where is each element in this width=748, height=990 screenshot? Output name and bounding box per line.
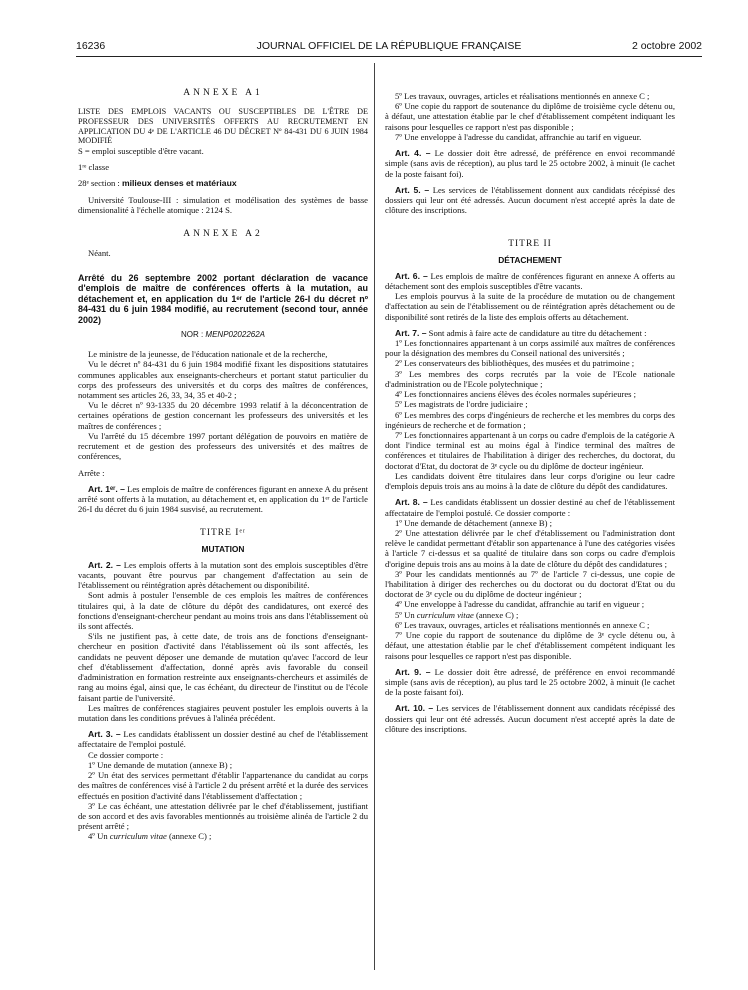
article-9-label: Art. 9. – xyxy=(395,666,431,677)
minister-line: Le ministre de la jeunesse, de l'éducation nationale et de la recherche, xyxy=(88,349,328,360)
visa-2: Vu le décret nº 93-1335 du 20 décembre 1993 relatif à la déconcentration de certaines opérations de gestion concernant les professeurs des universités et les maîtres de conférences ; xyxy=(78,400,368,431)
list-item: 7º Une copie du rapport de soutenance du diplôme de 3ᵉ cycle détenu ou, à défaut, une attestation établie par le chef d'établissement compétent indiquant les raisons pour lesquelles ce rapport n'est pas disponible. xyxy=(385,630,675,661)
article-7-text: Sont admis à faire acte de candidature au titre du détachement : xyxy=(426,327,647,338)
article-8-text: Les candidats établissent un dossier destiné au chef de l'établissement affectataire de l'emploi postulé. Ce dossier comporte : xyxy=(385,497,675,518)
nor-line xyxy=(78,330,368,340)
list-item: 3º Les membres des corps recrutés par la voie de l'Ecole nationale d'administration ou de l'Ecole polytechnique ; xyxy=(385,368,675,389)
classe-label: 1ʳᵉ classe xyxy=(78,162,110,173)
list-item: 3º Le cas échéant, une attestation délivrée par le chef d'établissement, justifiant de son accord et des avis favorables mentionnés au troisième alinéa de l'article 2 du présent arrêté ; xyxy=(78,800,368,832)
annexe-a1-heading: ANNEXE A1 xyxy=(183,88,263,98)
titre-1-heading: TITRE Iᵉʳ xyxy=(200,528,246,539)
list-item: 5º Les magistrats de l'ordre judiciaire ; xyxy=(395,399,528,410)
annexe-a1-intro: LISTE DES EMPLOIS VACANTS OU SUSCEPTIBLES DE L'ÊTRE DE PROFESSEUR DES UNIVERSITÉS OFFERTS AU RECRUTEMENT EN APPLICATION DU 4ᵉ DE L'ARTICLE 46 DU DÉCRET Nº 84-431 DU 6 JUIN 1984 MODIFIÉ xyxy=(78,107,368,146)
nor-prefix: NOR : xyxy=(180,329,206,339)
list-item-prefix: 4º Un xyxy=(88,831,110,842)
visa-3: Vu l'arrêté du 15 décembre 1997 portant délégation de pouvoirs en matière de recrutement et de gestion des professeurs des universités et des maîtres de conférences, xyxy=(78,430,368,462)
list-item: 2º Une attestation délivrée par le chef d'établissement ou l'administration dont relève le candidat permettant d'établir son appartenance à l'une des catégories visées à l'article 7 ci-dessus et sa qualité de titulaire dans son corps ou cadre d'emplois d'origine depuis trois ans au moins à la date de clôture du dépôt des candidatures ; xyxy=(385,527,675,569)
article-3 xyxy=(78,729,368,749)
list-item xyxy=(385,610,675,620)
visa-1: Vu le décret nº 84-431 du 6 juin 1984 modifié fixant les dispositions statutaires communes applicables aux enseignants-chercheurs et portant statut particulier du corps des professeurs des universités et du corps des maîtres de conférences, notamment ses articles 26, 33, 34, 35 et 40-2 ; xyxy=(78,359,368,401)
legend-text: S = emploi susceptible d'être vacant. xyxy=(78,145,204,156)
article-2 xyxy=(78,560,368,591)
article-5-label: Art. 5. – xyxy=(395,184,430,195)
paragraph-sils: S'ils ne justifient pas, à cette date, de trois ans de fonctions d'enseignant-chercheur en position d'activité dans l'établissement où ils sont affectés, les candidats ne peuvent déposer une demande de mutation qu'avec l'accord de leur chef d'établissement d'affectation, donné après avis favorable du conseil d'administration en formation restreinte aux enseignants-chercheurs et assimilés de rang au moins égal, ainsi que, le cas échéant, du directeur de l'institut ou de l'école faisant partie de l'université. xyxy=(78,631,368,703)
article-10-label: Art. 10. – xyxy=(395,703,434,714)
list-item: 1º Une demande de détachement (annexe B) ; xyxy=(395,517,553,528)
annexe-a2-heading: ANNEXE A2 xyxy=(183,229,263,240)
page-header xyxy=(76,40,702,56)
article-2-label: Art. 2. – xyxy=(88,559,121,570)
list-item: 1º Une demande de mutation (annexe B) ; xyxy=(88,759,233,770)
paragraph-pourvus: Les emplois pourvus à la suite de la procédure de mutation ou de changement d'affectation au sein de l'établissement ou de réintégration après détachement ou de disponibilité sont retirés de la liste des emplois offerts au détachement. xyxy=(385,291,675,322)
article-8-label: Art. 8. – xyxy=(395,497,428,508)
arrete-word: Arrête : xyxy=(78,467,105,478)
article-6-text: Les emplois de maître de conférences figurant en annexe A offerts au détachement sont des emplois susceptibles d'être vacants. xyxy=(385,270,675,291)
section-prefix: 28ᵉ section : xyxy=(78,178,122,189)
paragraph-candidats: Les candidats doivent être titulaires dans leur corps d'origine ou leur cadre d'emplois depuis trois ans au moins à la date de clôture du dépôt des candidatures. xyxy=(385,470,675,492)
article-3-label: Art. 3. – xyxy=(88,729,121,740)
article-2-text: Les emplois offerts à la mutation sont des emplois susceptibles d'être vacants, pouvant être pourvus par changement d'affectation au sein de l'établissement ou réintégration après détachement ou disponibilité. xyxy=(78,559,368,591)
section-name: milieux denses et matériaux xyxy=(121,178,237,189)
article-7-label: Art. 7. – xyxy=(395,327,427,338)
article-4 xyxy=(385,148,675,179)
list-item: 4º Une enveloppe à l'adresse du candidat, affranchie au tarif en vigueur ; xyxy=(395,599,645,610)
list-item: 5º Les travaux, ouvrages, articles et réalisations mentionnés en annexe C ; xyxy=(395,91,650,101)
dossier-intro: Ce dossier comporte : xyxy=(88,749,164,760)
titre-2-heading: TITRE II xyxy=(508,239,552,250)
article-1 xyxy=(78,484,368,515)
article-3-text: Les candidats établissent un dossier destiné au chef de l'établissement affectataire de l'emploi postulé. xyxy=(78,729,368,750)
list-item-prefix: 5º Un xyxy=(395,609,417,620)
section-line xyxy=(78,178,368,188)
neant-text: Néant. xyxy=(88,248,111,259)
list-item: 3º Pour les candidats mentionnés au 7º de l'article 7 ci-dessus, une copie de l'habilitation à diriger des recherches ou du doctorat ou du doctorat d'Etat ou du doctorat de 3ᵉ cycle ou du diplôme de docteur ingénieur ; xyxy=(385,568,675,600)
publication-date: 2 octobre 2002 xyxy=(631,40,702,52)
article-4-label: Art. 4. – xyxy=(395,148,431,159)
list-item-suffix: (annexe C) ; xyxy=(473,609,519,620)
paragraph-stagiaires: Les maîtres de conférences stagiaires peuvent postuler les emplois ouverts à la mutation dans les conditions prévues à l'alinéa précédent. xyxy=(78,702,368,724)
list-item: 2º Un état des services permettant d'établir l'appartenance du candidat au corps des maîtres de conférences visé à l'article 2 du présent arrêté et la durée des services effectués en position d'activité dans l'établissement d'affectation ; xyxy=(78,770,368,801)
list-item: 6º Les travaux, ouvrages, articles et réalisations mentionnés en annexe C ; xyxy=(395,619,650,630)
list-item-emphasis: curriculum vitae xyxy=(416,609,474,620)
right-column xyxy=(385,91,675,734)
list-item-suffix: (annexe C) ; xyxy=(166,831,212,842)
article-5 xyxy=(385,185,675,216)
list-item: 6º Une copie du rapport de soutenance du diplôme de troisième cycle détenu ou, à défaut, une attestation établie par le chef d'établissement compétent indiquant les raisons pour lesquelles ce rapport n'est pas disponible ; xyxy=(385,101,675,132)
arrete-title: Arrêté du 26 septembre 2002 portant déclaration de vacance d'emplois de maître de conférences offerts à la mutation, au détachement et, en application du 1ᵉʳ de l'article 26-I du décret nº 84-431 du 6 juin 1984 modifié, au recrutement (second tour, année 2002) xyxy=(78,272,368,326)
journal-title: JOURNAL OFFICIEL DE LA RÉPUBLIQUE FRANÇAISE xyxy=(256,40,522,52)
article-1-label: Art. 1ᵉʳ. – xyxy=(88,483,125,494)
list-item: 4º Les fonctionnaires anciens élèves des écoles normales supérieures ; xyxy=(395,389,637,400)
nor-code: MENP0202262A xyxy=(205,329,266,339)
university-entry: Université Toulouse-III : simulation et modélisation des systèmes de basse dimensionalité à l'échelle atomique : 2124 S. xyxy=(78,194,368,215)
list-item xyxy=(78,831,368,841)
article-7 xyxy=(385,328,675,338)
page-number: 16236 xyxy=(76,40,106,52)
list-item: 2º Les conservateurs des bibliothèques, des musées et du patrimoine ; xyxy=(395,358,635,369)
list-item: 1º Les fonctionnaires appartenant à un corps assimilé aux maîtres de conférences pour la désignation des membres du Conseil national des universités ; xyxy=(385,338,675,359)
mutation-heading: MUTATION xyxy=(201,543,245,554)
article-9-text: Le dossier doit être adressé, de préférence en envoi recommandé simple (sans avis de réception), au plus tard le 25 octobre 2002, à minuit (le cachet de la poste faisant foi). xyxy=(385,666,675,698)
article-4-text: Le dossier doit être adressé, de préférence en envoi recommandé simple (sans avis de réception), au plus tard le 25 octobre 2002, à minuit (le cachet de la poste faisant foi). xyxy=(385,148,675,179)
paragraph-sont-admis: Sont admis à postuler l'ensemble de ces emplois les maîtres de conférences titulaires qui, à la date de clôture du dépôt des candidatures, ont exercé des fonctions d'enseignant-chercheur pendant au moins trois ans dans l'établissement où ils sont affectés. xyxy=(78,590,368,632)
left-column xyxy=(78,66,368,842)
list-item: 6º Les membres des corps d'ingénieurs de recherche et les membres du corps des ingénieurs de recherche et de formation ; xyxy=(385,409,675,430)
article-10-text: Les services de l'établissement donnent aux candidats récépissé des dossiers qui leur ont été adressés. Aucun document n'est accepté après la date de clôture des inscriptions. xyxy=(385,703,675,734)
list-item: 7º Les fonctionnaires appartenant à un corps ou cadre d'emplois de la catégorie A dont l'indice terminal est au moins égal à l'indice terminal des maîtres de conférences et titulaires de l'habilitation à diriger des recherches, du doctorat, du doctorat d'Etat, du doctorat de 3ᵉ cycle ou du diplôme de docteur ingénieur. xyxy=(385,429,675,471)
article-6 xyxy=(385,271,675,291)
list-item: 7º Une enveloppe à l'adresse du candidat, affranchie au tarif en vigueur. xyxy=(395,131,642,142)
article-5-text: Les services de l'établissement donnent aux candidats récépissé des dossiers qui leur ont été adressés. Aucun document n'est accepté après la date de clôture des inscriptions. xyxy=(385,184,675,216)
article-8 xyxy=(385,497,675,517)
article-9 xyxy=(385,667,675,698)
list-item-emphasis: curriculum vitae xyxy=(109,831,167,842)
article-6-label: Art. 6. – xyxy=(395,270,428,281)
article-1-text: Les emplois de maître de conférences figurant en annexe A du présent arrêté sont offerts à la mutation, au détachement et, en application du 1ᵉʳ de l'article 26-I du décret du 6 juin 1984 susvisé, au recrutement. xyxy=(78,483,369,515)
article-10 xyxy=(385,703,675,734)
detachement-heading: DÉTACHEMENT xyxy=(498,254,562,265)
header-rule xyxy=(76,56,702,57)
column-divider xyxy=(374,63,375,970)
